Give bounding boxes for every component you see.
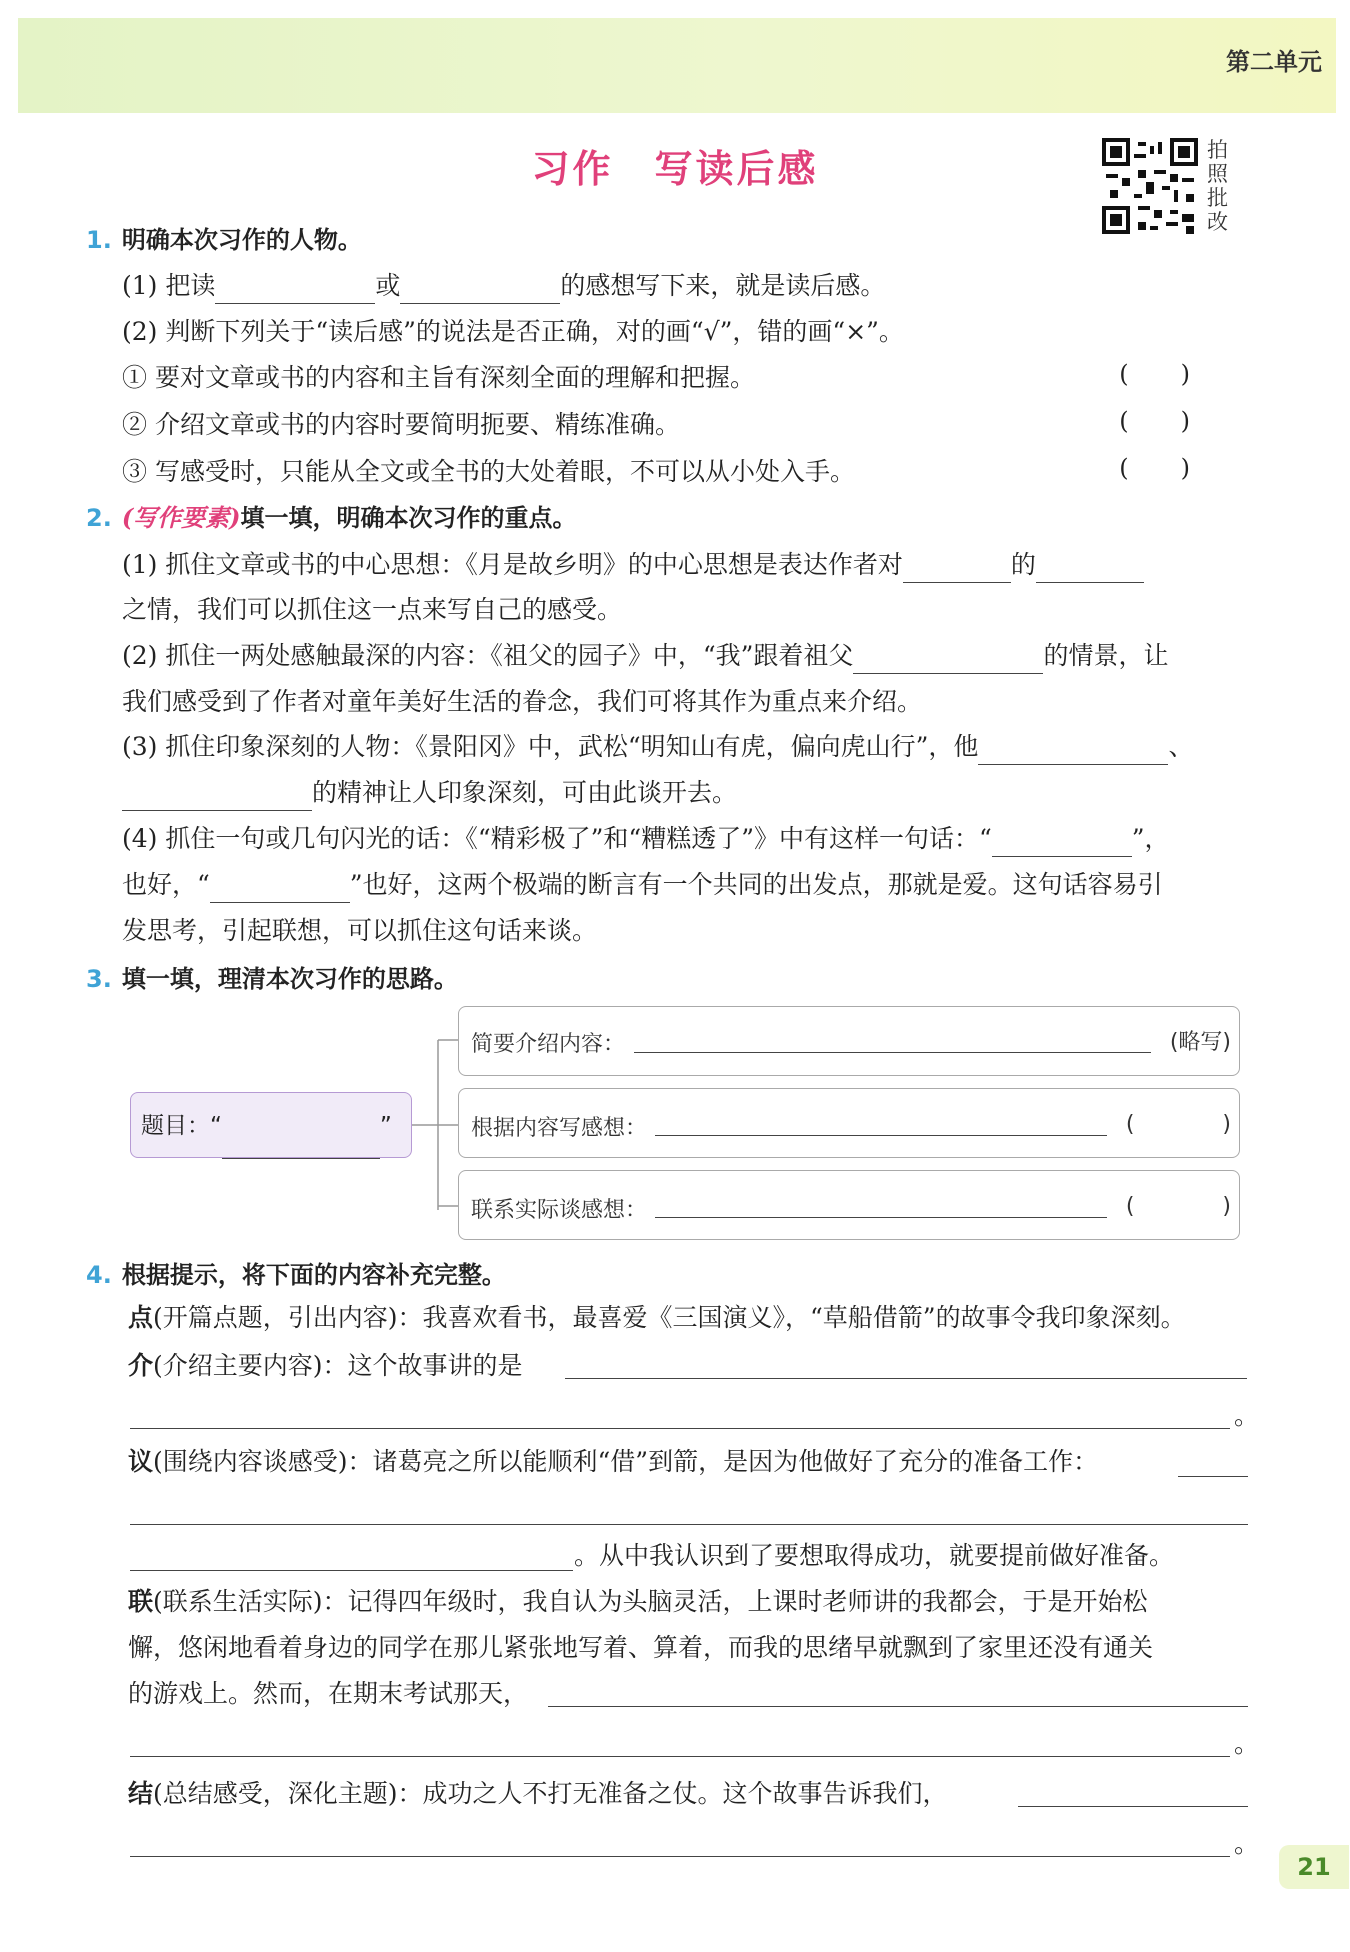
page-title: 习作 写读后感 [531,147,819,191]
blank[interactable] [634,1052,1151,1053]
outline-box-content: 根据内容写感想： ( ) [458,1088,1240,1158]
q2-p2-line-2: 我们感受到了作者对童年美好生活的眷念，我们可将其作为重点来介绍。 [122,687,923,716]
blank[interactable] [992,828,1132,857]
q4-dian: 点(开篇点题，引出内容)：我喜欢看书，最喜爱《三国演义》，“草船借箭”的故事令我印象深刻。 [128,1303,1186,1332]
q1-heading: 1. 明确本次习作的人物。 [86,226,362,254]
title-box: 题目：“ ” [130,1092,412,1158]
q4-lian-1: 联(联系生活实际)：记得四年级时，我自认为头脑灵活，上课时老师讲的我都会，于是开始松 [128,1587,1148,1616]
outline-box-reality: 联系实际谈感想： ( ) [458,1170,1240,1240]
blank[interactable] [853,645,1043,674]
header-band [18,18,1336,113]
q1-item-3: ③ 写感受时，只能从全文或全书的大处着眼，不可以从小处入手。 [122,457,855,486]
qr-caption: 拍 照 批 改 [1207,138,1228,234]
period: 。 [1234,1829,1260,1858]
q4-lian-2: 懈，悠闲地看着身边的同学在那儿紧张地写着、算着，而我的思绪早就飘到了家里还没有通关 [128,1633,1154,1662]
q2-p3-line-2: 的精神让人印象深刻，可由此谈开去。 [122,775,737,811]
q2-p1-line-1: (1) 抓住文章或书的中心思想：《月是故乡明》的中心思想是表达作者对 的 [122,547,1144,583]
q4-yi: 议(围绕内容谈感受)：诸葛亮之所以能顺利“借”到箭，是因为他做好了充分的准备工作： [128,1447,1099,1476]
blank[interactable] [210,874,350,903]
q2-p2-line-1: (2) 抓住一两处感触最深的内容：《祖父的园子》中，“我”跟着祖父 的情景，让 [122,638,1168,674]
writing-element-tag: (写作要素) [121,503,241,532]
q2-heading: 2. (写作要素)填一填，明确本次习作的重点。 [86,503,577,532]
answer-line[interactable] [130,1856,1230,1857]
outline-box-brief: 简要介绍内容： (略写) [458,1006,1240,1076]
unit-label: 第二单元 [1226,48,1322,76]
q1-item-2: ② 介绍文章或书的内容时要简明扼要、精练准确。 [122,410,680,439]
answer-line[interactable] [130,1570,573,1571]
answer-line[interactable] [130,1756,1230,1757]
answer-line[interactable] [130,1524,1248,1525]
answer-paren[interactable]: () [1119,407,1242,435]
blank[interactable] [655,1217,1107,1218]
q1-item-1: ① 要对文章或书的内容和主旨有深刻全面的理解和把握。 [122,363,755,392]
period: 。 [1234,1401,1260,1430]
answer-line[interactable] [548,1706,1248,1707]
qr-code-icon[interactable] [1102,138,1198,234]
q3-heading: 3. 填一填，理清本次习作的思路。 [86,965,458,993]
q2-p1-line-2: 之情，我们可以抓住这一点来写自己的感受。 [122,595,623,624]
blank[interactable] [903,554,1011,583]
title-blank[interactable] [222,1136,380,1159]
q1-line-2: (2) 判断下列关于“读后感”的说法是否正确，对的画“√”，错的画“×”。 [122,317,904,346]
period: 。 [1234,1729,1260,1758]
q1-line-1: (1) 把读 或 的感想写下来，就是读后感。 [122,268,885,304]
answer-line[interactable] [130,1428,1230,1429]
answer-line[interactable] [565,1378,1247,1379]
blank[interactable] [122,782,312,811]
blank[interactable] [1036,554,1144,583]
answer-line[interactable] [1178,1476,1248,1477]
q4-yi-2: 。从中我认识到了要想取得成功，就要提前做好准备。 [574,1541,1175,1570]
q2-p4-line-1: (4) 抓住一句或几句闪光的话：《“精彩极了”和“糟糕透了”》中有这样一句话：“ ”， [122,821,1170,857]
blank[interactable] [400,275,560,304]
q4-heading: 4. 根据提示，将下面的内容补充完整。 [86,1261,506,1289]
q2-p4-line-2: 也好，“ ”也好，这两个极端的断言有一个共同的出发点，那就是爱。这句话容易引 [122,867,1163,903]
q4-jie2: 结(总结感受，深化主题)：成功之人不打无准备之仗。这个故事告诉我们， [128,1779,948,1808]
blank[interactable] [215,275,375,304]
q2-p4-line-3: 发思考，引起联想，可以抓住这句话来谈。 [122,916,598,945]
answer-paren[interactable]: () [1119,454,1242,482]
answer-paren[interactable]: () [1119,360,1242,388]
blank[interactable] [655,1135,1107,1136]
page-number: 21 [1279,1845,1349,1889]
answer-line[interactable] [1018,1806,1248,1807]
blank[interactable] [978,736,1168,765]
q4-lian-3: 的游戏上。然而，在期末考试那天， [128,1679,529,1708]
q4-jie: 介(介绍主要内容)：这个故事讲的是 [128,1351,523,1380]
q2-p3-line-1: (3) 抓住印象深刻的人物：《景阳冈》中，武松“明知山有虎，偏向虎山行”，他 、 [122,729,1193,765]
